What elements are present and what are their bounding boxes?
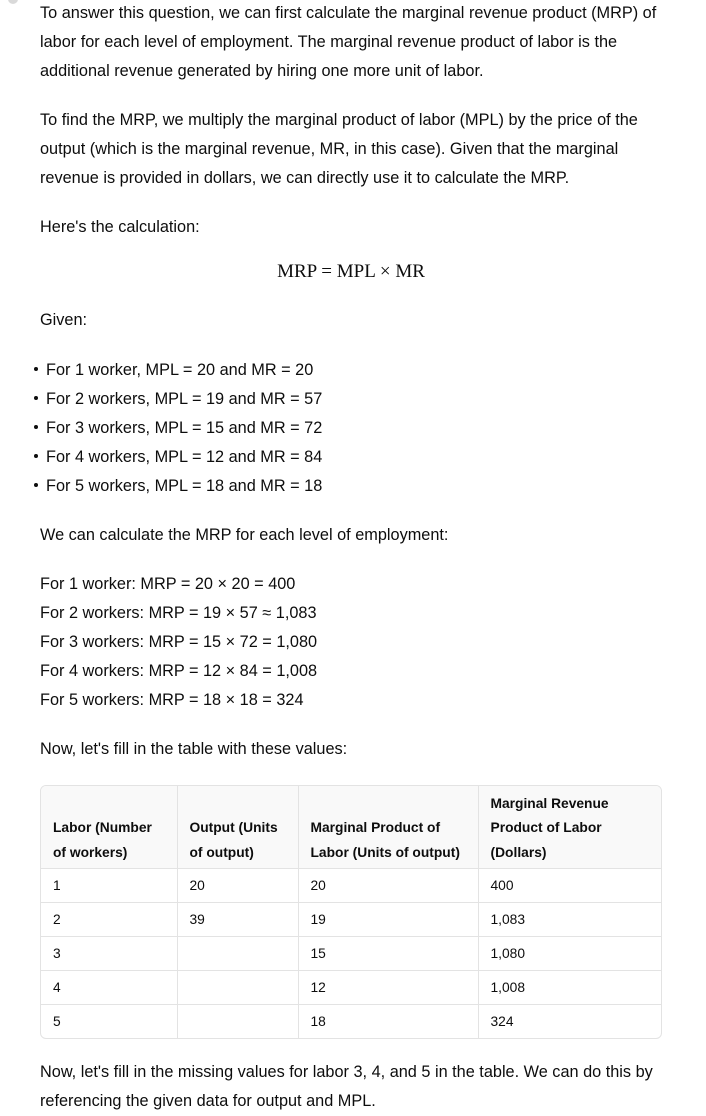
calculation-line: For 1 worker: MRP = 20 × 20 = 400 <box>40 575 296 593</box>
cell-mpl: 18 <box>298 1005 478 1039</box>
cell-mrp: 324 <box>490 1014 514 1029</box>
list-item: For 1 worker, MPL = 20 and MR = 20 <box>40 356 322 385</box>
cell-mrp: 1,008 <box>478 971 661 1005</box>
cell-mpl: 15 <box>298 937 478 971</box>
cell-labor: 5 <box>41 1005 177 1039</box>
cell-output: 20 <box>177 869 298 903</box>
calculation-line: For 4 workers: MRP = 12 × 84 = 1,008 <box>40 662 318 680</box>
list-item: For 2 workers, MPL = 19 and MR = 57 <box>40 385 322 414</box>
intro-paragraph: To answer this question, we can first calculate the marginal revenue product (MRP) of labor for each level of employment. The marginal revenue product of labor is the additional revenue generated by hiring one more unit of labor. <box>40 4 657 80</box>
list-item: For 4 workers, MPL = 12 and MR = 84 <box>40 443 322 472</box>
given-label: Given: <box>40 311 88 329</box>
avatar-edge-icon <box>8 0 18 4</box>
cell-mpl: 20 <box>298 869 478 903</box>
table-row <box>41 937 661 971</box>
given-list <box>40 356 322 501</box>
header-mpl: Marginal Product of Labor (Units of output) <box>298 786 478 869</box>
cell-output: 39 <box>177 903 298 937</box>
cell-output <box>177 937 298 971</box>
cell-output <box>177 971 298 1005</box>
header-output: Output (Units of output) <box>177 786 298 869</box>
cell-labor: 2 <box>41 903 177 937</box>
method-paragraph: To find the MRP, we multiply the marginal product of labor (MPL) by the price of the output (which is the marginal revenue, MR, in this case). Given that the marginal revenue is provided in dollars, we can directly use it to calculate the MRP. <box>40 111 638 187</box>
cell-output <box>177 1005 298 1039</box>
cell-labor: 3 <box>41 937 177 971</box>
calculation-list <box>40 570 317 715</box>
table-row <box>41 971 661 1005</box>
calculation-line: For 5 workers: MRP = 18 × 18 = 324 <box>40 691 304 709</box>
header-mrp: Marginal Revenue Product of Labor (Dollars) <box>478 786 661 869</box>
mrp-table <box>40 785 662 1039</box>
calculation-line: For 3 workers: MRP = 15 × 72 = 1,080 <box>40 633 318 651</box>
mrp-formula: MRP = MPL × MR <box>277 261 425 282</box>
cell-mrp: 1,083 <box>478 903 661 937</box>
table-row <box>41 869 661 903</box>
header-labor: Labor (Number of workers) <box>41 786 177 869</box>
table-row <box>41 1005 661 1039</box>
cell-labor: 4 <box>41 971 177 1005</box>
fill-table-paragraph: Now, let's fill in the table with these values: <box>40 740 348 758</box>
calculation-line: For 2 workers: MRP = 19 × 57 ≈ 1,083 <box>40 604 317 622</box>
each-level-paragraph: We can calculate the MRP for each level of employment: <box>40 526 449 544</box>
cell-mpl: 19 <box>298 903 478 937</box>
cell-mpl: 12 <box>298 971 478 1005</box>
table-header-row <box>41 786 661 869</box>
cell-mrp: 1,080 <box>478 937 661 971</box>
table-row <box>41 903 661 937</box>
cell-labor: 1 <box>41 869 177 903</box>
missing-values-paragraph: Now, let's fill in the missing values for labor 3, 4, and 5 in the table. We can do this by referencing the given data for output and MPL. <box>40 1063 653 1110</box>
cell-mrp: 400 <box>478 869 661 903</box>
list-item: For 3 workers, MPL = 15 and MR = 72 <box>40 414 322 443</box>
calculation-intro: Here's the calculation: <box>40 218 200 236</box>
list-item: For 5 workers, MPL = 18 and MR = 18 <box>40 472 322 501</box>
